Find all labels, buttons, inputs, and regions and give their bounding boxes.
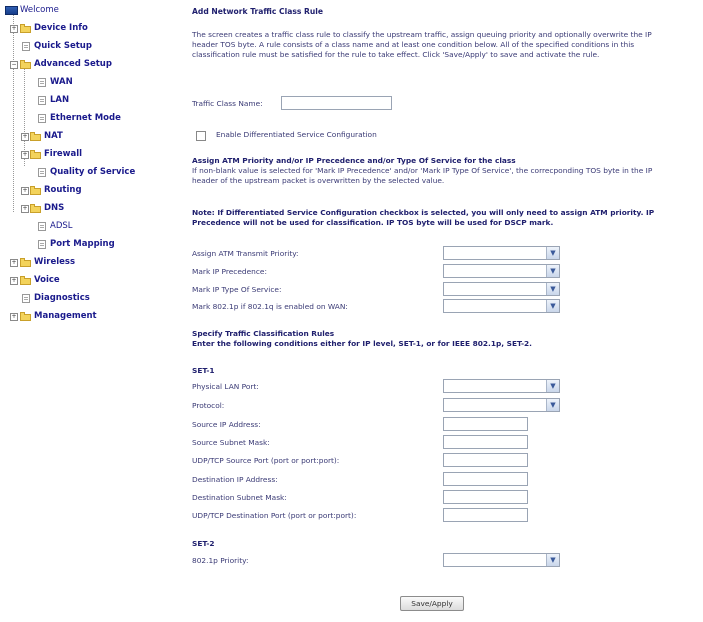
page-icon bbox=[38, 240, 46, 249]
dropdown-arrow-icon: ▼ bbox=[546, 247, 559, 259]
page-icon bbox=[22, 294, 30, 303]
protocol-select[interactable] bbox=[443, 398, 560, 412]
sidebar-item-voice[interactable]: + Voice bbox=[11, 275, 60, 285]
folder-icon bbox=[20, 312, 32, 321]
expand-icon[interactable]: + bbox=[11, 277, 17, 284]
field-label: UDP/TCP Destination Port (port or port:port): bbox=[192, 511, 357, 520]
sidebar-item-wireless[interactable]: + Wireless bbox=[11, 257, 76, 267]
sidebar-item-quick-setup[interactable]: Quick Setup bbox=[4, 42, 174, 51]
set2-heading: SET-2 bbox=[192, 539, 215, 548]
folder-icon bbox=[20, 276, 32, 285]
field-label: Source IP Address: bbox=[192, 420, 261, 429]
sidebar-item-routing[interactable]: + Routing bbox=[22, 185, 82, 195]
dropdown-arrow-icon: ▼ bbox=[546, 265, 559, 277]
field-label: Mark IP Type Of Service: bbox=[192, 285, 282, 294]
expand-icon[interactable]: + bbox=[11, 313, 17, 320]
sidebar-item-adsl[interactable]: ADSL bbox=[4, 222, 174, 231]
dropdown-arrow-icon: ▼ bbox=[546, 554, 559, 566]
field-label: Source Subnet Mask: bbox=[192, 438, 270, 447]
page-icon bbox=[38, 96, 46, 105]
dropdown-arrow-icon: ▼ bbox=[546, 283, 559, 295]
sidebar-item-diagnostics[interactable]: Diagnostics bbox=[4, 294, 174, 303]
dropdown-arrow-icon: ▼ bbox=[546, 380, 559, 392]
sidebar-item-device-info[interactable]: + Device Info bbox=[11, 23, 88, 33]
folder-icon bbox=[30, 204, 42, 213]
sidebar-item-nat[interactable]: + NAT bbox=[22, 131, 63, 141]
sidebar-item-firewall[interactable]: + Firewall bbox=[22, 149, 83, 159]
atm-priority-select[interactable] bbox=[443, 246, 560, 260]
computer-icon bbox=[5, 6, 18, 15]
class-name-label: Traffic Class Name: bbox=[192, 99, 263, 108]
field-label: Destination Subnet Mask: bbox=[192, 493, 287, 502]
sidebar-item-dns[interactable]: + DNS bbox=[22, 203, 65, 213]
expand-icon[interactable]: + bbox=[11, 259, 17, 266]
source-ip-input[interactable] bbox=[443, 417, 528, 431]
field-label: Protocol: bbox=[192, 401, 225, 410]
rules-description: Enter the following conditions either for IP level, SET-1, or for IEEE 802.1p, SET-2. bbox=[192, 339, 532, 348]
folder-icon bbox=[30, 150, 42, 159]
diffserv-label: Enable Differentiated Service Configuration bbox=[216, 130, 377, 139]
sidebar-item-quality-of-service[interactable]: Quality of Service bbox=[4, 168, 174, 177]
diffserv-checkbox[interactable] bbox=[196, 131, 206, 141]
sidebar-item-wan[interactable]: WAN bbox=[4, 78, 174, 87]
field-label: UDP/TCP Source Port (port or port:port): bbox=[192, 456, 340, 465]
sidebar-item-welcome[interactable]: Welcome bbox=[4, 6, 174, 15]
set1-heading: SET-1 bbox=[192, 366, 215, 375]
ip-precedence-select[interactable] bbox=[443, 264, 560, 278]
save-apply-button[interactable]: Save/Apply bbox=[400, 596, 464, 611]
folder-icon bbox=[20, 258, 32, 267]
sidebar-item-port-mapping[interactable]: Port Mapping bbox=[4, 240, 174, 249]
rules-heading: Specify Traffic Classification Rules bbox=[192, 329, 335, 338]
expand-icon[interactable]: + bbox=[22, 205, 28, 212]
source-port-input[interactable] bbox=[443, 453, 528, 467]
field-label: Mark IP Precedence: bbox=[192, 267, 267, 276]
folder-open-icon bbox=[20, 60, 32, 69]
folder-icon bbox=[30, 186, 42, 195]
assign-heading: Assign ATM Priority and/or IP Precedence and/or Type Of Service for the class bbox=[192, 156, 516, 165]
source-subnet-input[interactable] bbox=[443, 435, 528, 449]
class-name-input[interactable] bbox=[281, 96, 392, 110]
diffserv-note: Note: If Differentiated Service Configuration checkbox is selected, you will only need to assign ATM priority. IP Precedence will not be used for classification. IP TOS byte will be used for DSCP mark. bbox=[192, 208, 655, 227]
page-icon bbox=[38, 114, 46, 123]
expand-icon[interactable]: + bbox=[11, 25, 17, 32]
expand-icon[interactable]: + bbox=[22, 151, 28, 158]
intro-text: The screen creates a traffic class rule to classify the upstream traffic, assign queuing priority and optionally overwrite the IP header TOS byte. A rule consists of a class name and at least one condition below. All of the specified conditions in this classification rule must be satisfied for the rule to take effect. Click 'Save/Apply' to save and activate the rule. bbox=[192, 30, 652, 59]
field-label: Physical LAN Port: bbox=[192, 382, 259, 391]
lan-port-select[interactable] bbox=[443, 379, 560, 393]
dropdown-arrow-icon: ▼ bbox=[546, 399, 559, 411]
expand-icon[interactable]: + bbox=[22, 133, 28, 140]
page-icon bbox=[22, 42, 30, 51]
sidebar-item-advanced-setup[interactable]: − Advanced Setup bbox=[11, 59, 112, 69]
page-icon bbox=[38, 222, 46, 231]
page-icon bbox=[38, 168, 46, 177]
field-label: Mark 802.1p if 802.1q is enabled on WAN: bbox=[192, 302, 348, 311]
field-label: Destination IP Address: bbox=[192, 475, 278, 484]
sidebar-item-ethernet-mode[interactable]: Ethernet Mode bbox=[4, 114, 174, 123]
folder-icon bbox=[20, 24, 32, 33]
destination-subnet-input[interactable] bbox=[443, 490, 528, 504]
collapse-icon[interactable]: − bbox=[11, 61, 17, 68]
8021p-priority-select[interactable] bbox=[443, 553, 560, 567]
sidebar-item-lan[interactable]: LAN bbox=[4, 96, 174, 105]
sidebar-tree bbox=[4, 5, 174, 321]
ip-tos-select[interactable] bbox=[443, 282, 560, 296]
folder-icon bbox=[30, 132, 42, 141]
page-icon bbox=[38, 78, 46, 87]
page-title: Add Network Traffic Class Rule bbox=[192, 7, 324, 16]
assign-description: If non-blank value is selected for 'Mark IP Precedence' and/or 'Mark IP Type Of Service', the correcponding TOS byte in the IP header of the upstream packet is overwritten by the selected value. bbox=[192, 166, 653, 185]
sidebar-item-management[interactable]: + Management bbox=[11, 311, 97, 321]
mark-8021p-select[interactable] bbox=[443, 299, 560, 313]
dropdown-arrow-icon: ▼ bbox=[546, 300, 559, 312]
expand-icon[interactable]: + bbox=[22, 187, 28, 194]
field-label: 802.1p Priority: bbox=[192, 556, 249, 565]
field-label: Assign ATM Transmit Priority: bbox=[192, 249, 299, 258]
destination-ip-input[interactable] bbox=[443, 472, 528, 486]
destination-port-input[interactable] bbox=[443, 508, 528, 522]
